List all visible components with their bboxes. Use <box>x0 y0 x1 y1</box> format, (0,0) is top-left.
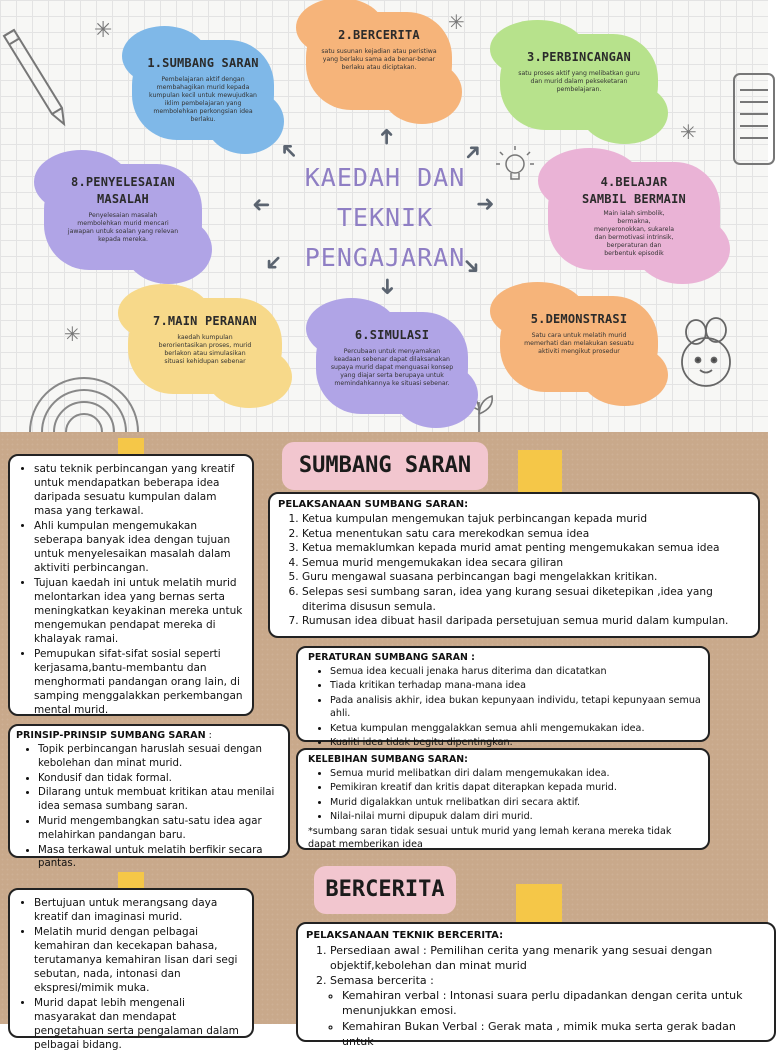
cloud-perbincangan <box>500 34 658 130</box>
list-item: • Murid dapat lebih mengenali masyarakat dan mendapat pengetahuan serta pengalaman dalam pelbagai bidang. <box>34 996 248 1052</box>
cloud-description: kaedah kumpulan berorientasikan proses, murid berlakon atau simulasikan situasi kehidupan sebenar <box>158 334 252 365</box>
arrow-icon: ➜ <box>273 135 305 166</box>
cloud-belajar-sambil-bermain <box>548 162 720 270</box>
list-item: ◦ Kemahiran verbal : Intonasi suara perlu dipadankan dengan cerita untuk menunjukkan emosi. <box>342 988 768 1018</box>
star-icon: ✳ <box>448 10 465 34</box>
cloud-description: Satu cara untuk melatih murid memerhati dan melakukan sesuatu aktiviti mengikut prosedur <box>524 332 634 355</box>
list-item: • Bertujuan untuk merangsang daya kreatif dan imaginasi murid. <box>34 896 248 924</box>
center-title-line: KAEDAH DAN <box>304 163 466 192</box>
arrow-icon: ➜ <box>455 251 487 282</box>
card-heading: KELEBIHAN SUMBANG SARAN: <box>308 754 468 765</box>
arrow-icon: ➜ <box>252 192 271 217</box>
list-item: • Pada analisis akhir, idea bukan kepunyaan individu, tetapi kepunyaan semua ahli. <box>330 694 702 721</box>
card-heading-text: PRINSIP-PRINSIP SUMBANG SARAN <box>16 730 206 741</box>
lightbulb-icon <box>492 142 538 194</box>
cloud-title: 2.BERCERITA <box>338 28 420 42</box>
list-item: • Ahli kumpulan mengemukakan seberapa banyak idea dengan tujuan untuk menyelesaikan masalah dalam aktiviti perbincangan. <box>34 519 248 575</box>
cloud-title: 6.SIMULASI <box>354 328 430 342</box>
arrow-icon: ➜ <box>374 277 400 296</box>
arrow-icon: ➜ <box>457 137 489 168</box>
cloud-title: 1.SUMBANG SARAN <box>147 56 259 70</box>
prinsip-card <box>8 724 290 870</box>
list-item: • Murid mengembangkan satu-satu idea agar melahirkan pandangan baru. <box>38 815 284 843</box>
pelaksanaan-card <box>268 492 760 638</box>
cloud-main-peranan <box>128 298 282 394</box>
cloud-description: Main ialah simbolik, bermakna, menyeronokkan, sukarela dan bermotivasi intrinsik, berperaturan dan berbentuk episodik <box>594 210 674 257</box>
list-item: • Ketua kumpulan menggalakkan semua ahli mengemukakan idea. <box>330 722 702 735</box>
list-item: • Kondusif dan tidak formal. <box>38 772 284 786</box>
center-title-line: PENGAJARAN <box>304 243 466 272</box>
list-item: 5. Guru mengawal suasana perbincangan bagi mengelakkan kritikan. <box>302 570 752 585</box>
cloud-penyelesaian-masalah <box>44 164 202 270</box>
list-item: • Tiada kritikan terhadap mana-mana idea <box>330 679 702 692</box>
cloud-title: 8.PENYELESAIAN MASALAH <box>71 175 175 206</box>
card-heading: PERATURAN SUMBANG SARAN : <box>308 652 475 663</box>
center-title-line: TEKNIK <box>336 203 434 232</box>
list-item: • Murid digalakkan untuk rnelibatkan diri secara aktif. <box>330 796 702 809</box>
cloud-description: Penyelesaian masalah membolehkan murid mencari jawapan untuk soalan yang relevan kepada mereka. <box>67 212 179 243</box>
peraturan-card <box>296 646 710 749</box>
list-item: 6. Selepas sesi sumbang saran, idea yang kurang sesuai diketepikan ,idea yang diterima disusun semula. <box>302 585 752 614</box>
bercerita-intro-card <box>8 888 254 1051</box>
cloud-title: 3.PERBINCANGAN <box>527 50 631 64</box>
infographic-panel <box>0 0 768 432</box>
notebook-icon <box>728 70 768 170</box>
cloud-bercerita <box>306 12 452 110</box>
list-item: • Semua murid melibatkan diri dalam mengemukakan idea. <box>330 767 702 780</box>
card-note: *sumbang saran tidak sesuai untuk murid yang lemah kerana mereka tidak dapat memberikan idea <box>308 825 672 851</box>
list-item: • Melatih murid dengan pelbagai kemahiran dan kecekapan bahasa, terutamanya kemahiran lisan dari segi sebutan, nada, intonasi dan ekspresi/mimik muka. <box>34 925 248 995</box>
star-icon: ✳ <box>64 322 81 346</box>
cloud-description: satu susunan kejadian atau peristiwa yang berlaku sama ada benar-benar berlaku atau diciptakan. <box>321 48 437 71</box>
notes-panel <box>0 432 768 1051</box>
card-heading <box>16 730 284 741</box>
section-title-sumbang-saran: SUMBANG SARAN <box>282 442 488 490</box>
cloud-title: 5.DEMONSTRASI <box>530 312 628 326</box>
list-item: • Kualiti idea tidak begitu dipentingkan. <box>330 736 702 749</box>
cloud-title: 7.MAIN PERANAN <box>153 314 257 328</box>
list-item: • satu teknik perbincangan yang kreatif untuk mendapatkan beberapa idea daripada sesuatu kumpulan dalam masa yang terkawal. <box>34 462 248 518</box>
list-item: 1. Persediaan awal : Pemilihan cerita yang menarik yang sesuai dengan objektif,kebolehan dan minat murid <box>330 943 768 973</box>
list-item: 4. Semua murid mengemukakan idea secara giliran <box>302 556 752 571</box>
star-icon: ✳ <box>94 18 113 43</box>
cloud-sumbang-saran <box>132 40 274 140</box>
list-item-text: Semasa bercerita : <box>330 974 434 987</box>
list-item: • Pemupukan sifat-sifat sosial seperti kerjasama,bantu-membantu dan menghormati pandangan orang lain, di samping menggalakkan perkembangan mental murid. <box>34 647 248 717</box>
sumbang-saran-intro-card <box>8 454 254 716</box>
cloud-title: 4.BELAJAR SAMBIL BERMAIN <box>582 175 686 206</box>
cloud-description: Percubaan untuk menyamakan keadaan sebenar dapat dilaksanakan supaya murid dapat menguasai konsep yang diajar serta berupaya untuk memindahkannya ke situasi sebenar. <box>330 348 454 387</box>
kelebihan-card <box>296 748 710 850</box>
card-heading: PELAKSANAAN SUMBANG SARAN: <box>278 499 469 510</box>
list-item: • Masa terkawal untuk melatih berfikir secara pantas. <box>38 844 284 872</box>
card-heading: PELAKSANAAN TEKNIK BERCERITA: <box>306 930 504 941</box>
section-title-bercerita: BERCERITA <box>314 866 456 914</box>
cloud-demonstrasi <box>500 296 658 392</box>
star-icon: ✳ <box>680 120 697 144</box>
list-item: • Nilai-nilai murni dipupuk dalam diri murid. <box>330 810 702 823</box>
list-item <box>330 973 768 1049</box>
arrow-icon: ➜ <box>374 127 400 146</box>
pencil-icon <box>0 20 70 130</box>
list-item: ◦ Kemahiran Bukan Verbal : Gerak mata , mimik muka serta gerak badan untuk <box>342 1019 768 1049</box>
list-item: • Pemikiran kreatif dan kritis dapat diterapkan kepada murid. <box>330 781 702 794</box>
list-item: • Tujuan kaedah ini untuk melatih murid melontarkan idea yang bernas serta meningkatkan keyakinan mereka untuk mengemukan pendapat mereka di khalayak ramai. <box>34 576 248 646</box>
list-item: • Semua idea kecuali jenaka harus diterima dan dicatatkan <box>330 665 702 678</box>
list-item: • Topik perbincangan haruslah sesuai dengan kebolehan dan minat murid. <box>38 743 284 771</box>
sticky-note <box>518 450 562 498</box>
card-heading-suffix: : <box>205 730 212 741</box>
list-item: 1. Ketua kumpulan mengemukan tajuk perbincangan kepada murid <box>302 512 752 527</box>
list-item: • Dilarang untuk membuat kritikan atau menilai idea semasa sumbang saran. <box>38 786 284 814</box>
arrow-icon: ➜ <box>257 247 289 278</box>
arrow-icon: ➜ <box>476 192 495 217</box>
cloud-simulasi <box>316 312 468 414</box>
cloud-description: satu proses aktif yang melibatkan guru dan murid dalam pekseketaran pembelajaran. <box>518 70 640 93</box>
rainbow-icon <box>24 370 144 432</box>
bercerita-pelaksanaan-card <box>296 922 776 1048</box>
list-item: 2. Ketua menentukan satu cara merekodkan semua idea <box>302 527 752 542</box>
list-item: 3. Ketua memaklumkan kepada murid amat penting mengemukakan semua idea <box>302 541 752 556</box>
list-item: 7. Rumusan idea dibuat hasil daripada persetujuan semua murid dalam kumpulan. <box>302 614 752 629</box>
cloud-description: Pembelajaran aktif dengan membahagikan murid kepada kumpulan kecil untuk mewujudkan iklim pembelajaran yang membolehkan perkongsian idea berlaku. <box>149 76 257 123</box>
center-title <box>300 158 470 278</box>
bee-icon <box>668 318 748 398</box>
